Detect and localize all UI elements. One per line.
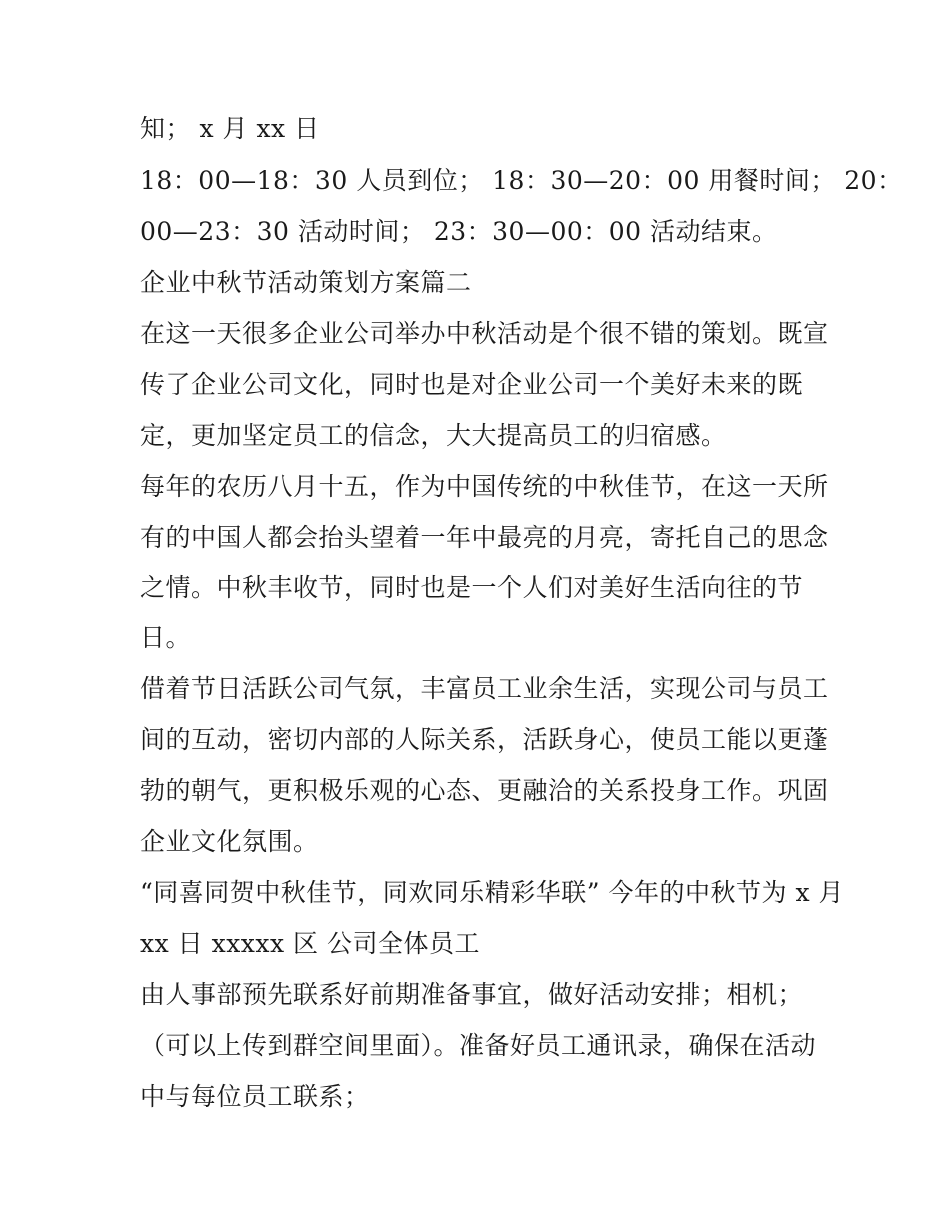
text-line: 之情。中秋丰收节，同时也是一个人们对美好生活向往的节: [140, 573, 804, 602]
text-line: 每年的农历八月十五，作为中国传统的中秋佳节，在这一天所: [140, 472, 829, 501]
text-line: 企业文化氛围。: [140, 827, 319, 856]
text-line: 勃的朝气，更积极乐观的心态、更融洽的关系投身工作。巩固: [140, 776, 829, 805]
text-line: 由人事部预先联系好前期准备事宜，做好活动安排；相机；: [140, 980, 804, 1009]
text-line: 借着节日活跃公司气氛，丰富员工业余生活，实现公司与员工: [140, 674, 829, 703]
section-heading: 企业中秋节活动策划方案篇二: [140, 268, 472, 297]
text-line: （可以上传到群空间里面）。准备好员工通讯录，确保在活动: [140, 1031, 817, 1060]
text-line: 00—23：30 活动时间； 23：30—00：00 活动结束。: [140, 217, 778, 246]
text-line: 传了企业公司文化，同时也是对企业公司一个美好未来的既: [140, 370, 804, 399]
text-line: “同喜同贺中秋佳节，同欢同乐精彩华联” 今年的中秋节为 x 月: [140, 878, 845, 907]
text-line: 中与每位员工联系；: [140, 1082, 370, 1111]
text-line: 定，更加坚定员工的信念，大大提高员工的归宿感。: [140, 421, 727, 450]
text-line: 间的互动，密切内部的人际关系，活跃身心，使员工能以更蓬: [140, 725, 829, 754]
text-line: 有的中国人都会抬头望着一年中最亮的月亮，寄托自己的思念: [140, 523, 829, 552]
text-line: 知； x 月 xx 日: [140, 114, 320, 143]
text-line: 日。: [140, 623, 192, 652]
text-line: xx 日 xxxxx 区 公司全体员工: [140, 929, 480, 958]
text-line: 18：00—18：30 人员到位； 18：30—20：00 用餐时间； 20：: [140, 166, 903, 195]
text-line: 在这一天很多企业公司举办中秋活动是个很不错的策划。既宣: [140, 319, 829, 348]
